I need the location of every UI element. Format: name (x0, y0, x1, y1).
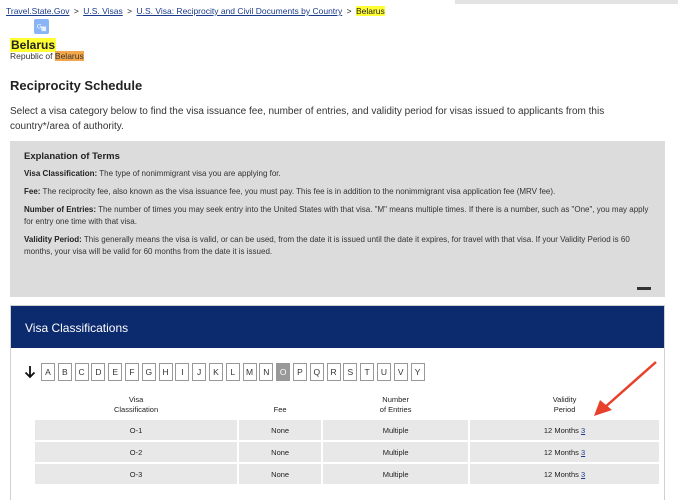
letter-e[interactable]: E (108, 363, 122, 381)
letter-f[interactable]: F (125, 363, 139, 381)
column-header: Fee (273, 405, 287, 414)
column-header: Visa Classification (113, 395, 159, 414)
visa-classifications-panel (10, 305, 665, 500)
letter-i[interactable]: I (175, 363, 189, 381)
breadcrumb-link-reciprocity[interactable]: U.S. Visa: Reciprocity and Civil Documents by Country (136, 6, 343, 16)
table-row (35, 442, 659, 462)
table-row (35, 420, 659, 440)
letter-t[interactable]: T (360, 363, 374, 381)
term-text: The type of nonimmigrant visa you are applying for. (97, 169, 281, 178)
cell-classification: O-1 (35, 420, 237, 440)
letter-q[interactable]: Q (310, 363, 324, 381)
term-label: Number of Entries: (24, 205, 97, 214)
letter-y[interactable]: Y (411, 363, 425, 381)
country-name: Belarus (11, 38, 56, 52)
table-row (35, 464, 659, 484)
translate-icon-glyph (36, 21, 47, 32)
letter-v[interactable]: V (394, 363, 408, 381)
term-item (24, 168, 651, 180)
cell-entries: Multiple (323, 420, 468, 440)
footnote-link[interactable]: 3 (581, 425, 586, 435)
visa-panel-header: Visa Classifications (11, 306, 664, 348)
terms-heading: Explanation of Terms (24, 151, 120, 162)
term-text: This generally means the visa is valid, or can be used, from the date it is issued until the date it expires, for travel with that visa. If your Validity Period is 60 months, your visa will be valid for 60 months from the date it is issued. (24, 235, 630, 256)
letter-h[interactable]: H (159, 363, 173, 381)
footnote-link[interactable]: 3 (581, 447, 586, 457)
term-item (24, 204, 651, 228)
term-label: Validity Period: (24, 235, 82, 244)
breadcrumb (6, 6, 385, 16)
intro-text: Select a visa category below to find the visa issuance fee, number of entries, and validity period for visas issued to applicants from this country*/area of authority. (10, 106, 605, 132)
column-header: Number of Entries (379, 395, 412, 414)
term-item (24, 186, 651, 198)
letter-k[interactable]: K (209, 363, 223, 381)
cell-validity (470, 442, 659, 462)
term-item (24, 234, 651, 258)
letter-u[interactable]: U (377, 363, 391, 381)
letter-r[interactable]: R (327, 363, 341, 381)
letter-b[interactable]: B (58, 363, 72, 381)
letter-l[interactable]: L (226, 363, 240, 381)
column-header: Validity Period (552, 395, 577, 414)
cell-entries: Multiple (323, 464, 468, 484)
collapse-icon[interactable] (637, 287, 651, 290)
term-text: The number of times you may seek entry into the United States with that visa. "M" means multiple times. If there is a number, such as "One", you may apply for entry one time with that visa. (24, 205, 649, 226)
cell-entries: Multiple (323, 442, 468, 462)
country-official-prefix: Republic of (10, 51, 53, 61)
letter-s[interactable]: S (343, 363, 357, 381)
breadcrumb-separator: > (127, 6, 133, 16)
letter-n[interactable]: N (259, 363, 273, 381)
visa-table-body (35, 420, 659, 484)
term-label: Visa Classification: (24, 169, 98, 178)
explanation-of-terms (10, 141, 665, 297)
alphabet-filter (23, 362, 652, 382)
breadcrumb-link-travel[interactable]: Travel.State.Gov (6, 6, 70, 16)
country-official-name (10, 51, 84, 61)
breadcrumb-link-visas[interactable]: U.S. Visas (83, 6, 123, 16)
visa-table (33, 388, 661, 486)
letter-a[interactable]: A (41, 363, 55, 381)
letter-g[interactable]: G (142, 363, 156, 381)
cell-fee: None (239, 420, 321, 440)
breadcrumb-separator: > (346, 6, 352, 16)
validity-value: 12 Months (543, 469, 579, 479)
letter-d[interactable]: D (91, 363, 105, 381)
top-bar-shadow (455, 0, 678, 4)
cell-validity (470, 464, 659, 484)
letter-p[interactable]: P (293, 363, 307, 381)
footnote-link[interactable]: 3 (581, 469, 586, 479)
cell-fee: None (239, 464, 321, 484)
validity-value: 12 Months (543, 447, 579, 457)
cell-classification: O-2 (35, 442, 237, 462)
cell-fee: None (239, 442, 321, 462)
translate-icon[interactable] (34, 19, 49, 34)
term-label: Fee: (24, 187, 41, 196)
validity-value: 12 Months (543, 425, 579, 435)
country-official-highlight: Belarus (54, 51, 84, 61)
visa-panel-body (11, 348, 664, 486)
letter-list (41, 363, 427, 381)
letter-j[interactable]: J (192, 363, 206, 381)
breadcrumb-current: Belarus (355, 6, 385, 16)
cell-validity (470, 420, 659, 440)
letter-o[interactable]: O (276, 363, 290, 381)
annotation-arrow-icon (590, 360, 660, 420)
letter-m[interactable]: M (243, 363, 257, 381)
letter-c[interactable]: C (75, 363, 89, 381)
svg-text:G: G (36, 23, 42, 31)
term-text: The reciprocity fee, also known as the visa issuance fee, you must pay. This fee is in addition to the nonimmigrant visa application fee (MRV fee). (40, 187, 556, 196)
breadcrumb-separator: > (73, 6, 79, 16)
cell-classification: O-3 (35, 464, 237, 484)
page-title: Reciprocity Schedule (10, 78, 143, 93)
arrow-down-icon (23, 363, 37, 381)
visa-table-header (35, 390, 659, 418)
